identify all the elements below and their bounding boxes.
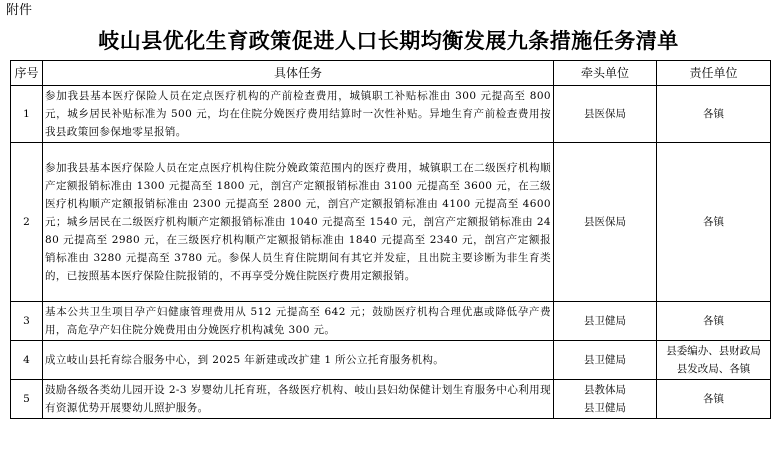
document-title: 岐山县优化生育政策促进人口长期均衡发展九条措施任务清单: [98, 29, 679, 53]
header-index: 序号: [11, 61, 43, 86]
row-task: 基本公共卫生项目孕产妇健康管理费用从 512 元提高至 642 元；鼓励医疗机构合理优惠或降低孕产费用，高危孕产妇住院分娩费用由分娩医疗机构减免 300 元。: [43, 302, 554, 341]
attachment-label: 附件: [6, 3, 33, 18]
row-index: 5: [11, 380, 43, 419]
row-responsible-unit: 各镇: [657, 143, 771, 302]
responsible-line: 县发改局、各镇: [676, 363, 751, 375]
row-responsible-unit: 各镇: [657, 86, 771, 143]
row-task: 参加我县基本医疗保险人员在定点医疗机构的产前检查费用，城镇职工补贴标准由 300 元提高至 800 元，城乡居民补贴标准为 500 元，均在住院分娩医疗费用结算时一次性补贴。异地生育产前检查费用按我县政策回参保地零星报销。: [43, 86, 554, 143]
row-lead-unit: [554, 380, 657, 419]
table-row: [11, 143, 771, 302]
table-row: [11, 380, 771, 419]
row-task: 鼓励各级各类幼儿园开设 2-3 岁婴幼儿托育班，各级医疗机构、岐山县妇幼保健计划生育服务中心利用现有资源优势开展婴幼儿照护服务。: [43, 380, 554, 419]
row-responsible-unit: 各镇: [657, 380, 771, 419]
table-row: [11, 302, 771, 341]
row-responsible-unit: [657, 341, 771, 380]
row-index: 4: [11, 341, 43, 380]
row-lead-unit: 县卫健局: [554, 341, 657, 380]
row-index: 2: [11, 143, 43, 302]
row-lead-unit: 县医保局: [554, 86, 657, 143]
row-lead-unit: 县医保局: [554, 143, 657, 302]
row-task: 参加我县基本医疗保险人员在定点医疗机构住院分娩政策范围内的医疗费用，城镇职工在二级医疗机构顺产定额报销标准由 1300 元提高至 1800 元，剖宫产定额报销标准由 3100 元提高至 3600 元，在三级医疗机构顺产定额报销标准由 2300 元提高至 2800 元，剖宫产定额报销标准由 4100 元提高至 4600 元；城乡居民在二级医疗机构顺产定额报销标准由 1040 元提高至 1540 元，剖宫产定额报销标准由 2480 元提高至 2980 元，在三级医疗机构顺产定额报销标准由 1840 元提高至 2340 元，剖宫产定额报销标准由 3280 元提高至 3780 元。参保人员生育住院期间有其它并发症，且出院主要诊断为非生育类的，已按照基本医疗保险住院报销的，不再享受分娩住院医疗费用定额报销。: [43, 143, 554, 302]
row-index: 1: [11, 86, 43, 143]
row-index: 3: [11, 302, 43, 341]
task-table: [10, 60, 771, 419]
table-header-row: [11, 61, 771, 86]
table-row: [11, 341, 771, 380]
header-lead: 牵头单位: [554, 61, 657, 86]
responsible-line: 县委编办、县财政局: [666, 345, 761, 357]
lead-line: 县卫健局: [584, 402, 626, 414]
lead-line: 县教体局: [584, 384, 626, 396]
row-lead-unit: 县卫健局: [554, 302, 657, 341]
header-responsible: 责任单位: [657, 61, 771, 86]
row-responsible-unit: 各镇: [657, 302, 771, 341]
table-row: [11, 86, 771, 143]
row-task: 成立岐山县托育综合服务中心，到 2025 年新建或改扩建 1 所公立托育服务机构。: [43, 341, 554, 380]
header-task: 具体任务: [43, 61, 554, 86]
